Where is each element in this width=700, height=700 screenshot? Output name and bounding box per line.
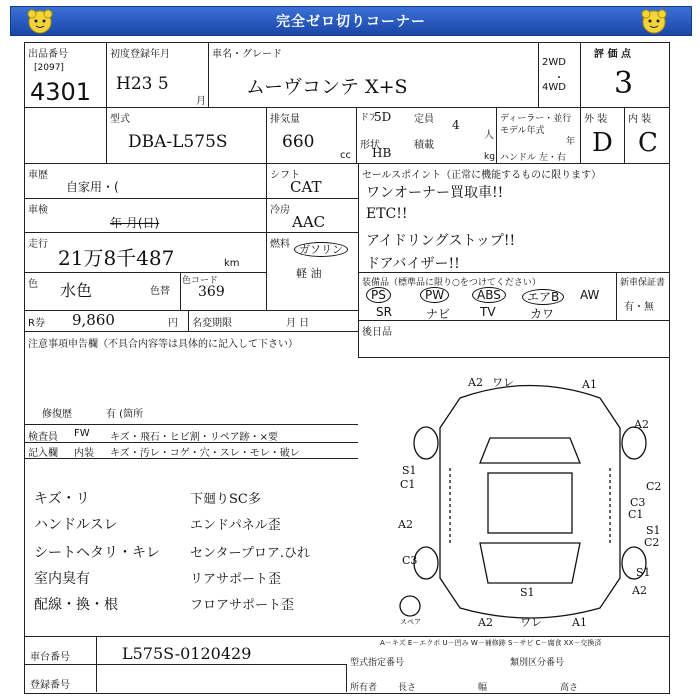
lot-sub: [2097]	[34, 63, 64, 73]
equip-tv: TV	[480, 305, 496, 319]
repair-value: 有 (箇所	[106, 409, 144, 420]
bear-mascot-icon	[639, 7, 669, 35]
drive-2wd: 2WD	[542, 57, 566, 68]
reg-month-unit: 月	[196, 96, 206, 107]
history-label: 車歴	[28, 170, 48, 181]
fw-items: キズ・飛石・ヒビ割・リペア跡・×要	[110, 432, 278, 443]
chassis-label: 車台番号	[30, 652, 70, 663]
damage-mark: C2	[644, 536, 660, 549]
banner	[10, 6, 692, 36]
dealer-label: ディーラー・並行	[500, 114, 572, 124]
shape-label: 形状	[360, 140, 380, 151]
owner-label: 所有者	[350, 683, 378, 693]
damage-mark: S1	[646, 524, 661, 537]
mileage-value: 21万8千487	[58, 246, 175, 270]
mileage-unit: km	[224, 258, 240, 269]
color-code-value: 369	[198, 284, 225, 300]
equip-abs: ABS	[472, 287, 506, 303]
damage-mark: A2	[398, 518, 413, 531]
banner-title: 完全ゼロ切りコーナー	[276, 14, 426, 30]
sales-point: ドアバイザー!!	[366, 256, 460, 272]
fuel-label: 燃料	[270, 239, 290, 250]
reg-label: 初度登録年月	[110, 49, 170, 60]
mileage-label: 走行	[28, 239, 48, 250]
load-label: 積載	[414, 140, 434, 151]
model-year-unit: 年	[566, 137, 576, 147]
note-right: 下廻りSC多	[190, 492, 261, 507]
damage-mark: A2	[634, 418, 649, 431]
sales-point: アイドリングストップ!!	[366, 233, 516, 249]
damage-mark: A2	[478, 616, 493, 629]
equip-airbag: エアB	[522, 289, 564, 305]
int-check-items: キズ・汚レ・コゲ・穴・スレ・モレ・破レ	[110, 448, 300, 459]
equip-ps: PS	[366, 287, 391, 303]
int-grade: C	[638, 128, 658, 158]
model-label: 型式	[110, 114, 130, 125]
fuel-diesel: 軽 油	[296, 267, 322, 280]
note-left: ハンドルスレ	[34, 517, 118, 533]
damage-mark: ワレ	[492, 376, 514, 389]
damage-mark: ワレ	[520, 616, 542, 629]
damage-mark: S1	[520, 586, 535, 599]
registration-label: 登録番号	[30, 680, 70, 691]
note-left: シートヘタリ・キレ	[34, 545, 160, 561]
ext-label: 外 装	[584, 114, 608, 125]
color-label: 色	[28, 279, 38, 290]
damage-mark: A2	[632, 584, 647, 597]
disp-value: 660	[282, 132, 315, 152]
recycle-label: R券	[28, 318, 45, 329]
shape-value: HB	[372, 146, 392, 160]
lot-number: 4301	[30, 78, 92, 106]
int-check-label: 内装	[74, 448, 94, 459]
type-code-label: 型式指定番号	[350, 658, 405, 668]
spare-label: スペア	[400, 618, 421, 626]
ac-label: 冷房	[270, 205, 290, 216]
note-right: エンドパネル歪	[190, 518, 281, 533]
new-warranty-value: 有・無	[624, 302, 654, 313]
sales-title: セールスポイント（正常に機能するものに限ります）	[362, 170, 602, 181]
diagram-legend: A－キズ E－エクボ U－凹み W－補修跡 S－サビ C－腐食 XX－交換済	[380, 639, 602, 647]
recorder-label: 記入欄	[28, 448, 58, 459]
length-label: 長さ	[398, 683, 417, 693]
damage-mark: C1	[628, 508, 644, 521]
door-value: 5D	[374, 110, 392, 124]
repair-label: 修復歴	[42, 409, 72, 420]
name-change-label: 名変期限	[192, 318, 232, 329]
ac-value: AAC	[292, 213, 326, 231]
notes-label: 注意事項申告欄（不具合内容等は具体的に記入して下さい）	[28, 339, 298, 350]
height-label: 高さ	[560, 683, 579, 693]
inspector-label: 検査員	[28, 432, 58, 443]
width-label: 幅	[478, 683, 488, 693]
note-right: センタープロア.ひれ	[190, 546, 310, 561]
recycle-value: 9,860	[72, 311, 115, 329]
capacity-value: 4	[452, 118, 460, 132]
equip-aw: AW	[580, 288, 600, 302]
shift-value: CAT	[290, 178, 322, 196]
damage-mark: A1	[582, 378, 597, 391]
recycle-unit: 円	[168, 318, 178, 329]
capacity-label: 定員	[414, 114, 434, 125]
name-change-unit: 月 日	[286, 318, 310, 329]
drive-4wd: 4WD	[542, 82, 566, 93]
color-value: 水色	[60, 281, 93, 300]
shift-label: シフト	[270, 170, 300, 181]
score-label: 評 価 点	[594, 49, 631, 60]
lot-label: 出品番号	[28, 49, 68, 60]
damage-mark: A1	[572, 616, 587, 629]
damage-mark: C2	[646, 480, 662, 493]
damage-mark: C1	[400, 478, 416, 491]
int-label: 内 装	[628, 114, 652, 125]
handle-label: ハンドル 左・右	[500, 153, 566, 163]
capacity-unit: 人	[484, 130, 494, 141]
name-label: 車名・グレード	[212, 49, 282, 60]
color-code-label: 色コード	[182, 276, 219, 286]
disp-unit: cc	[340, 150, 351, 161]
drive-dot: ・	[554, 73, 564, 84]
sales-point: ワンオーナー買取車!!	[366, 185, 504, 201]
new-warranty-label: 新車保証書	[620, 278, 666, 288]
score-value: 3	[614, 66, 634, 101]
reg-value: H23 5	[116, 74, 169, 94]
damage-mark: C3	[630, 496, 646, 509]
equip-navi: ナビ	[426, 307, 451, 321]
inspection-value: 年 月(日)	[110, 216, 160, 230]
load-unit: kg	[484, 152, 495, 162]
fw-label: FW	[74, 428, 90, 439]
color-swap-label: 色替	[150, 286, 170, 297]
disp-label: 排気量	[270, 114, 300, 125]
damage-mark: S1	[402, 464, 417, 477]
equip-sr: SR	[376, 305, 392, 319]
equipment-title: 装備品（標準品に限り○をつけてください）	[362, 278, 541, 288]
equip-pw: PW	[420, 287, 449, 303]
equip-leather: カワ	[530, 307, 555, 321]
car-name: ムーヴコンテ X+S	[246, 76, 408, 98]
note-right: リアサポート歪	[190, 572, 282, 587]
class-label: 類別区分番号	[510, 658, 565, 668]
fuel-gasoline: ガソリン	[294, 241, 348, 257]
after-label: 後日品	[362, 327, 392, 338]
damage-mark: A2	[468, 376, 483, 389]
note-left: キズ・リ	[34, 491, 90, 507]
note-left: 配線・換・根	[34, 597, 118, 613]
model-year-label: モデル年式	[500, 126, 545, 136]
door-label: ドア	[360, 113, 378, 123]
history-value: 自家用・(	[66, 180, 119, 194]
ext-grade: D	[592, 128, 613, 158]
damage-mark: C3	[402, 554, 418, 567]
sales-point: ETC!!	[366, 206, 408, 222]
car-damage-diagram	[380, 368, 680, 630]
damage-mark: S1	[636, 566, 651, 579]
note-left: 室内臭有	[34, 571, 90, 587]
note-right: フロアサポート歪	[190, 598, 295, 613]
chassis-value: L575S-0120429	[122, 644, 252, 663]
inspection-label: 車検	[28, 205, 48, 216]
model-value: DBA-L575S	[128, 132, 228, 152]
